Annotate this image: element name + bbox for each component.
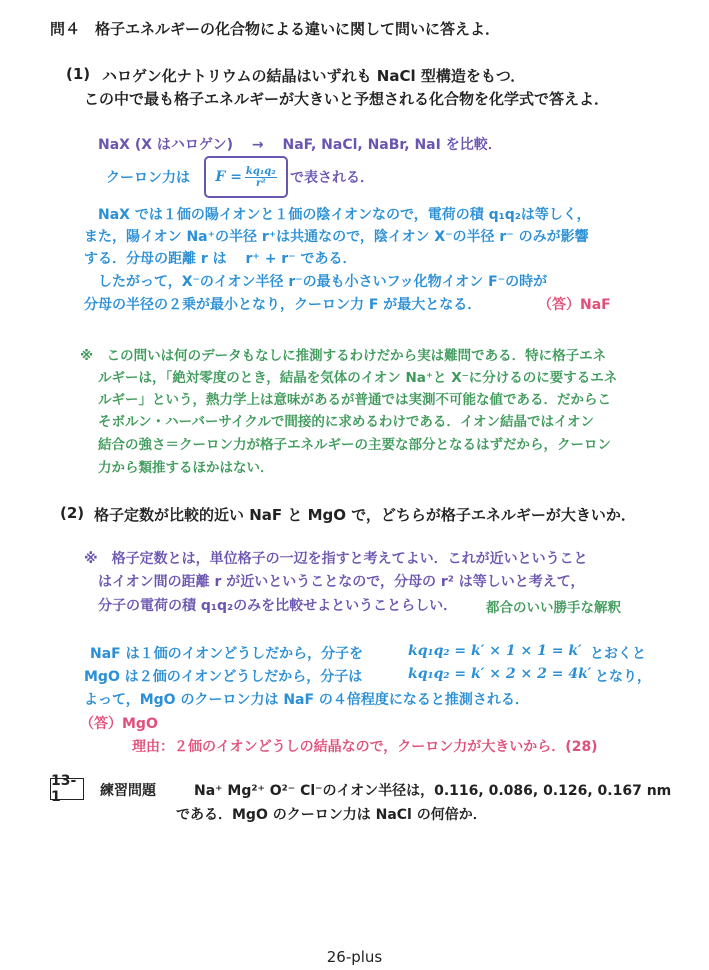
note2-line1: ※ 格子定数とは，単位格子の一辺を指すと考えてよい．これが近いということ bbox=[84, 551, 588, 567]
result-line: よって，MgO のクーロン力は NaF の４倍程度になると推測される． bbox=[84, 692, 529, 708]
part2-answer: （答）MgO bbox=[80, 716, 158, 732]
explanation-line2: また，陽イオン Na⁺の半径 r⁺は共通なので，陰イオン X⁻の半径 r⁻ のみが影響 bbox=[84, 229, 589, 245]
explanation-line3: する．分母の距離 r は r⁺ + r⁻ である． bbox=[84, 251, 357, 267]
explanation-line4: したがって，X⁻のイオン半径 r⁻の最も小さいフッ化物イオン F⁻の時が bbox=[98, 274, 548, 290]
note1-line5: 結合の強さ＝クーロン力が格子エネルギーの主要な部分となるはずだから，クーロン bbox=[98, 437, 611, 453]
part2-question: 格子定数が比較的近い NaF と MgO で，どちらが格子エネルギーが大きいか． bbox=[94, 506, 636, 524]
naf-line-suffix: とおくと bbox=[590, 646, 646, 662]
exercise-label: 練習問題 bbox=[100, 783, 156, 799]
formula-fraction bbox=[245, 166, 277, 189]
mgo-line-suffix: となり， bbox=[595, 669, 651, 685]
note1-line1: ※ この問いは何のデータもなしに推測するわけだから実は難問である．特に格子エネ bbox=[80, 348, 607, 364]
formula-numerator: kq₁q₂ bbox=[245, 165, 276, 177]
part1-answer: （答）NaF bbox=[538, 297, 611, 313]
note2-line3: 分子の電荷の積 q₁q₂のみを比較せよということらしい． bbox=[98, 598, 458, 614]
page-number: 26-plus bbox=[326, 948, 383, 966]
explanation-line5: 分母の半径の２乗が最小となり，クーロン力 F が最大となる． bbox=[84, 297, 482, 313]
note2-line2: はイオン間の距離 r が近いということなので，分母の r² は等しいと考えて， bbox=[98, 574, 585, 590]
naf-formula: kq₁q₂ = k′ × 1 × 1 = k′ bbox=[408, 643, 582, 659]
exercise-line2: である．MgO のクーロン力は NaCl の何倍か． bbox=[176, 807, 487, 823]
naf-line-text: NaF は１価のイオンどうしだから，分子を bbox=[90, 646, 364, 662]
coulomb-formula bbox=[204, 156, 288, 198]
part2-reason: 理由：２価のイオンどうしの結晶なので，クーロン力が大きいから．(28) bbox=[132, 739, 598, 755]
part1-line2: この中で最も格子エネルギーが大きいと予想される化合物を化学式で答えよ． bbox=[84, 90, 610, 108]
note1-line6: 力から類推するほかはない． bbox=[98, 460, 274, 476]
explanation-line1: NaX では１価の陽イオンと１価の陰イオンなので，電荷の積 q₁q₂は等しく， bbox=[98, 207, 591, 223]
part1-number: (1) bbox=[66, 65, 91, 83]
formula-denominator: r² bbox=[255, 177, 266, 189]
coulomb-suffix: で表される． bbox=[290, 170, 374, 186]
exercise-tag: 13-1 bbox=[50, 778, 84, 800]
exercise-line1: Na⁺ Mg²⁺ O²⁻ Cl⁻のイオン半径は，0.116, 0.086, 0.126, 0.167 nm bbox=[194, 783, 672, 799]
formula-lhs: F = bbox=[215, 169, 242, 185]
note2-comment: 都合のいい勝手な解釈 bbox=[486, 600, 621, 616]
coulomb-prefix: クーロン力は bbox=[106, 170, 190, 186]
note1-line2: ルギーは，「絶対零度のとき，結晶を気体のイオン Na⁺と X⁻に分けるのに要するエネ bbox=[98, 370, 618, 386]
part2-number: (2) bbox=[60, 504, 85, 522]
mgo-line-text: MgO は２価のイオンどうしだから，分子は bbox=[84, 669, 363, 685]
note1-line3: ルギー」という，熱力学上は意味があるが普通では実測不可能な値である．だからこ bbox=[98, 392, 611, 408]
mgo-formula: kq₁q₂ = k′ × 2 × 2 = 4k′ bbox=[408, 666, 592, 682]
note1-line4: そボルン・ハーバーサイクルで間接的に求めるわけである．イオン結晶ではイオン bbox=[98, 414, 595, 430]
compare-line: NaX (X はハロゲン) → NaF, NaCl, NaBr, NaI を比較． bbox=[98, 137, 502, 153]
part1-line1: ハロゲン化ナトリウムの結晶はいずれも NaCl 型構造をもつ． bbox=[102, 67, 526, 85]
question-title: 問４ 格子エネルギーの化合物による違いに関して問いに答えよ． bbox=[50, 20, 501, 38]
